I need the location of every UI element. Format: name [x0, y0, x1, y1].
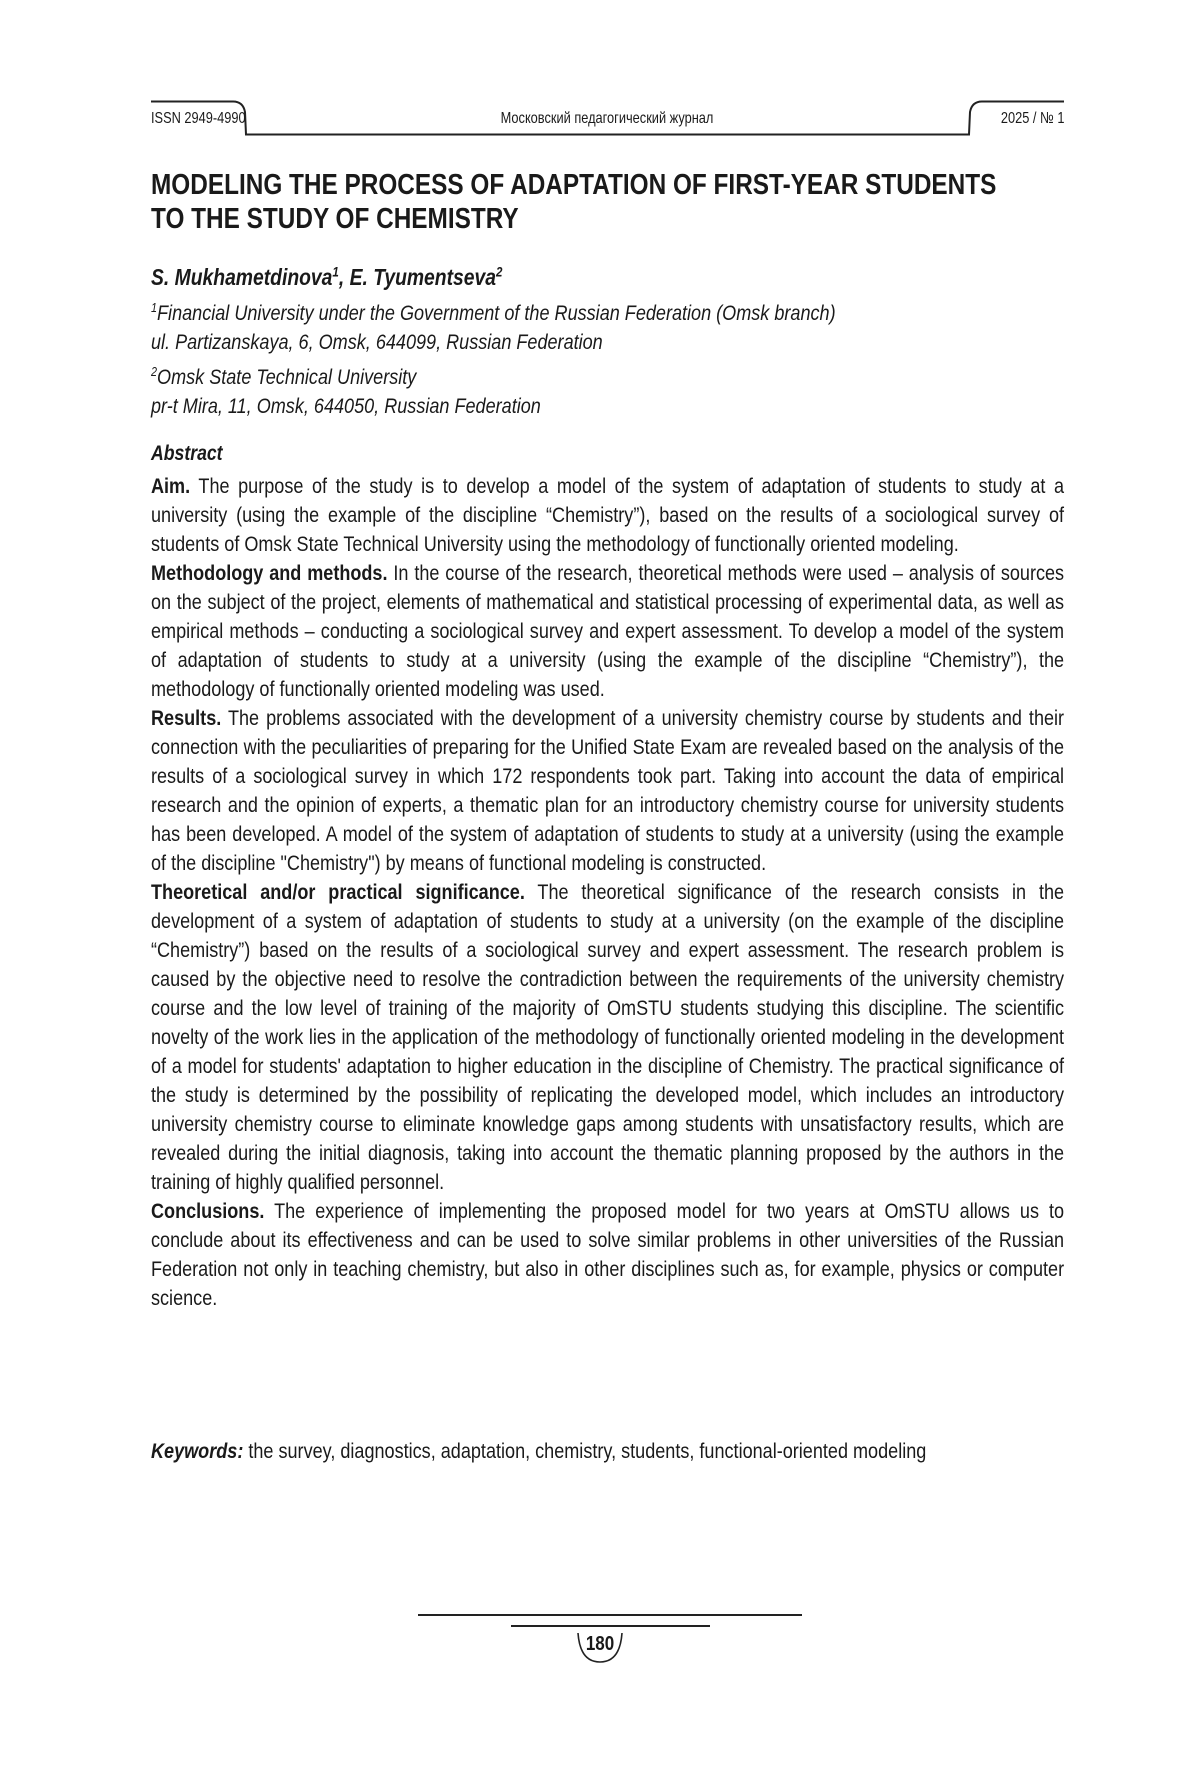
author-sup: 2 — [496, 264, 502, 279]
keywords-text: the survey, diagnostics, adaptation, chemistry, students, functional-oriented modeling — [243, 1439, 926, 1463]
section-label: Theoretical and/or practical significance. — [151, 880, 525, 904]
author-name: S. Mukhametdinova — [151, 264, 332, 290]
section-label: Methodology and methods. — [151, 561, 387, 585]
abstract-heading: Abstract — [151, 442, 223, 466]
abstract-results — [151, 704, 1064, 878]
keywords — [151, 1437, 1064, 1466]
affil-sup: 1 — [151, 300, 157, 315]
authors — [151, 264, 1064, 291]
affiliation-line — [151, 328, 1064, 357]
author-sep: , — [339, 264, 350, 290]
article-title — [151, 168, 1064, 236]
title-line: TO THE STUDY OF CHEMISTRY — [151, 202, 1064, 236]
affil-text: pr-t Mira, 11, Omsk, 644050, Russian Federation — [151, 394, 541, 418]
affil-text: Omsk State Technical University — [157, 365, 416, 389]
author-name: E. Tyumentseva — [350, 264, 496, 290]
keywords-label: Keywords: — [151, 1439, 243, 1463]
section-text: The purpose of the study is to develop a model of the system of adaptation of students to study at a university (using the example of the discipline “Chemistry”), based on the results of a sociological survey of students of Omsk State Technical University using the methodology of functionally oriented modeling. — [151, 474, 1064, 556]
abstract-aim — [151, 472, 1064, 559]
affil-text: ul. Partizanskaya, 6, Omsk, 644099, Russian Federation — [151, 330, 603, 354]
abstract-significance — [151, 878, 1064, 1197]
section-text: The experience of implementing the proposed model for two years at OmSTU allows us to conclude about its effectiveness and can be used to solve similar problems in other universities of the Russian Federation not only in teaching chemistry, but also in other disciplines such as, for example, physics or computer science. — [151, 1199, 1064, 1310]
section-label: Aim. — [151, 474, 190, 498]
affiliation-line — [151, 293, 1064, 328]
page-footer — [0, 1605, 1200, 1685]
section-text: The problems associated with the development of a university chemistry course by students and their connection with the peculiarities of preparing for the Unified State Exam are revealed based on the analysis of the results of a sociological survey in which 172 respondents took part. Taking into account the data of empirical research and the opinion of experts, a thematic plan for an introductory chemistry course for university students has been developed. A model of the system of adaptation of students to study at a university (using the example of the discipline "Chemistry") by means of functional modeling is constructed. — [151, 706, 1064, 875]
page-number: 180 — [586, 1633, 614, 1656]
affiliations — [151, 293, 1064, 421]
affil-sup: 2 — [151, 364, 157, 379]
running-header — [151, 100, 1064, 136]
abstract-body — [151, 472, 1064, 1313]
section-label: Results. — [151, 706, 221, 730]
author-sup: 1 — [332, 264, 338, 279]
abstract-conclusions — [151, 1197, 1064, 1313]
title-line: MODELING THE PROCESS OF ADAPTATION OF FIRST-YEAR STUDENTS — [151, 168, 1064, 202]
issn: ISSN 2949-4990 — [151, 110, 246, 128]
issue-number: 2025 / № 1 — [1000, 110, 1064, 128]
abstract-methods — [151, 559, 1064, 704]
affil-text: Financial University under the Government of the Russian Federation (Omsk branch) — [157, 301, 836, 325]
section-label: Conclusions. — [151, 1199, 264, 1223]
affiliation-line — [151, 357, 1064, 392]
section-text: The theoretical significance of the research consists in the development of a system of adaptation of students to study at a university (on the example of the discipline “Chemistry”) based on the results of a sociological survey and expert assessment. The research problem is caused by the objective need to resolve the contradiction between the requirements of the university chemistry course and the low level of training of the majority of OmSTU students studying this discipline. The scientific novelty of the work lies in the application of the methodology of functionally oriented modeling in the development of a model for students' adaptation to higher education in the discipline of Chemistry. The practical significance of the study is determined by the possibility of replicating the developed model, which includes an introductory university chemistry course to eliminate knowledge gaps among students with unsatisfactory results, which are revealed during the initial diagnosis, taking into account the thematic planning proposed by the authors in the training of highly qualified personnel. — [151, 880, 1064, 1194]
section-text: In the course of the research, theoretical methods were used – analysis of sources on the subject of the project, elements of mathematical and statistical processing of experimental data, as well as empirical methods – conducting a sociological survey and expert assessment. To develop a model of the system of adaptation of students to study at a university (using the example of the discipline “Chemistry”), the methodology of functionally oriented modeling was used. — [151, 561, 1064, 701]
journal-name: Московский педагогический журнал — [501, 110, 714, 128]
affiliation-line — [151, 392, 1064, 421]
